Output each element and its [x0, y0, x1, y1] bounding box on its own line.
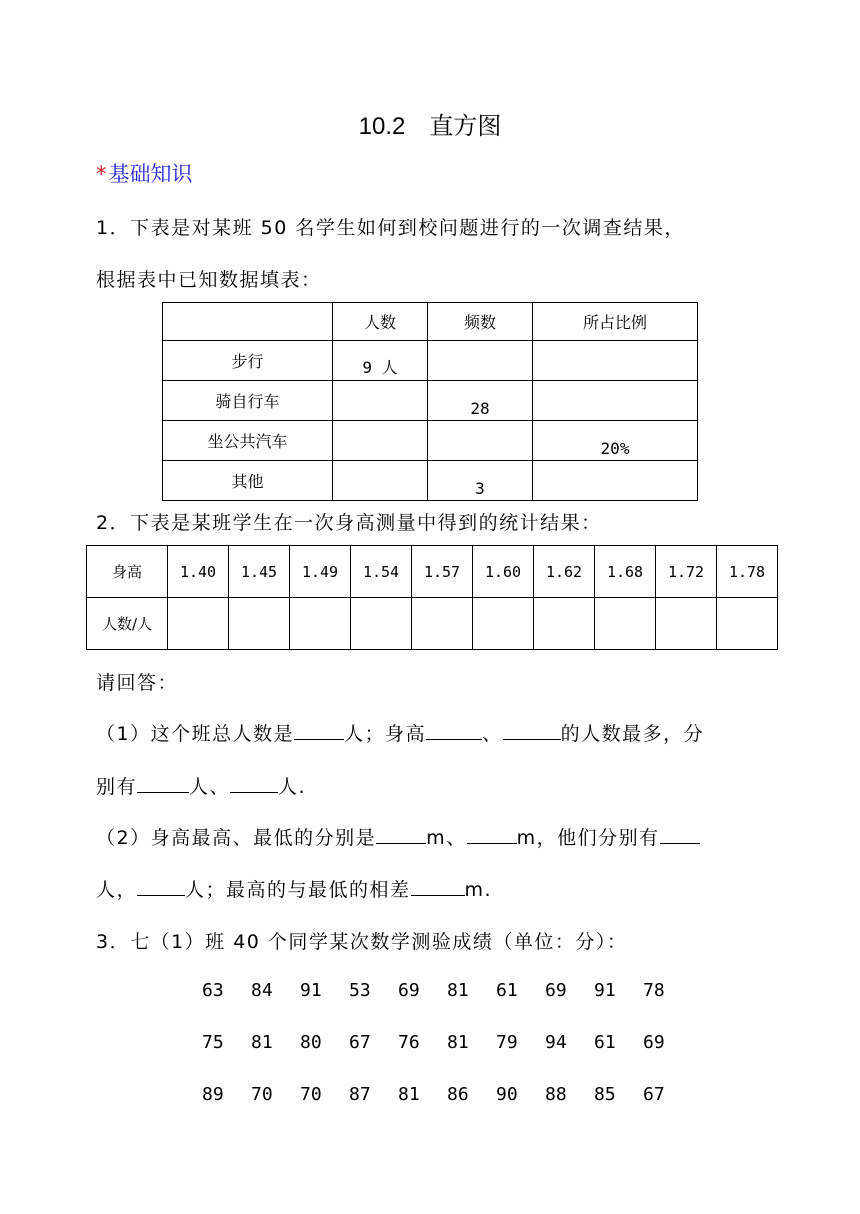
height-table	[86, 545, 778, 650]
count-cell	[229, 598, 290, 650]
score: 87	[349, 1084, 371, 1105]
star-icon: *	[96, 162, 107, 186]
score: 61	[496, 980, 518, 1001]
text: 人；最高的与最低的相差	[185, 879, 411, 901]
count-cell	[717, 598, 778, 650]
table-row	[163, 381, 698, 421]
text: m，他们分别有	[516, 827, 660, 849]
answer-blank[interactable]	[137, 877, 185, 896]
answer-blank[interactable]	[660, 825, 700, 844]
score: 69	[643, 1032, 665, 1053]
count-cell	[168, 598, 229, 650]
count-cell	[333, 461, 428, 501]
count-cell: 9 人	[333, 341, 428, 381]
height-row	[87, 546, 778, 598]
score: 75	[202, 1032, 224, 1053]
score: 81	[447, 980, 469, 1001]
text: （1）这个班总人数是	[96, 723, 295, 745]
row-label: 骑自行车	[163, 381, 333, 421]
q1-line2: 根据表中已知数据填表：	[96, 269, 322, 291]
height-cell: 1.78	[717, 546, 778, 598]
freq-cell	[428, 421, 533, 461]
row-label: 人数/人	[87, 598, 168, 650]
row-label: 步行	[163, 341, 333, 381]
text: 人、	[189, 776, 231, 798]
score: 88	[545, 1084, 567, 1105]
score: 91	[300, 980, 322, 1001]
ratio-cell	[533, 461, 698, 501]
section-heading	[96, 158, 193, 188]
score: 69	[545, 980, 567, 1001]
freq-cell: 28	[428, 381, 533, 421]
page-title	[0, 106, 860, 141]
title-number: 10.2	[358, 113, 406, 140]
answer-blank[interactable]	[230, 774, 278, 793]
score: 91	[594, 980, 616, 1001]
height-cell: 1.54	[351, 546, 412, 598]
count-cell	[351, 598, 412, 650]
score: 90	[496, 1084, 518, 1105]
title-text: 直方图	[429, 113, 502, 140]
text: 别有	[96, 776, 138, 798]
table-header-cell: 频数	[428, 303, 533, 341]
score: 94	[545, 1032, 567, 1053]
table-header-cell: 所占比例	[533, 303, 698, 341]
score: 84	[251, 980, 273, 1001]
text: 人，	[96, 879, 138, 901]
table-header-row	[163, 303, 698, 341]
table-row	[163, 341, 698, 381]
ratio-cell	[533, 381, 698, 421]
height-cell: 1.45	[229, 546, 290, 598]
q2-ask: 请回答：	[96, 672, 179, 694]
score: 78	[643, 980, 665, 1001]
score-row	[202, 1032, 692, 1053]
score: 53	[349, 980, 371, 1001]
count-cell	[290, 598, 351, 650]
text: 、	[482, 723, 503, 745]
score-row	[202, 1084, 692, 1105]
score: 89	[202, 1084, 224, 1105]
ratio-cell	[533, 341, 698, 381]
score: 67	[349, 1032, 371, 1053]
score: 85	[594, 1084, 616, 1105]
text: 人；身高	[344, 723, 427, 745]
score: 76	[398, 1032, 420, 1053]
answer-blank[interactable]	[376, 825, 426, 844]
section-label: 基础知识	[108, 162, 193, 186]
count-cell	[333, 381, 428, 421]
q2-intro: 2．下表是某班学生在一次身高测量中得到的统计结果：	[96, 512, 602, 534]
answer-blank[interactable]	[137, 774, 189, 793]
score: 63	[202, 980, 224, 1001]
score: 81	[251, 1032, 273, 1053]
score: 80	[300, 1032, 322, 1053]
height-cell: 1.72	[656, 546, 717, 598]
height-cell: 1.60	[473, 546, 534, 598]
text: 的人数最多，分	[560, 723, 705, 745]
answer-blank[interactable]	[467, 825, 517, 844]
q2-part2-line2	[96, 875, 492, 902]
q2-part2-line1	[96, 823, 700, 850]
height-cell: 1.57	[412, 546, 473, 598]
score: 79	[496, 1032, 518, 1053]
row-label: 坐公共汽车	[163, 421, 333, 461]
answer-blank[interactable]	[503, 721, 561, 740]
count-cell	[595, 598, 656, 650]
score: 70	[300, 1084, 322, 1105]
table-header-cell	[163, 303, 333, 341]
height-cell: 1.68	[595, 546, 656, 598]
count-cell	[656, 598, 717, 650]
score: 81	[398, 1084, 420, 1105]
count-cell	[534, 598, 595, 650]
text: m、	[426, 827, 467, 849]
q2-part1-line1	[96, 719, 704, 746]
answer-blank[interactable]	[426, 721, 482, 740]
text: 人.	[278, 776, 307, 798]
count-cell	[333, 421, 428, 461]
score: 69	[398, 980, 420, 1001]
freq-cell	[428, 341, 533, 381]
answer-blank[interactable]	[294, 721, 344, 740]
q2-part1-line2	[96, 772, 306, 799]
score: 61	[594, 1032, 616, 1053]
text: （2）身高最高、最低的分别是	[96, 827, 377, 849]
height-cell: 1.62	[534, 546, 595, 598]
score: 86	[447, 1084, 469, 1105]
score: 81	[447, 1032, 469, 1053]
table-header-cell: 人数	[333, 303, 428, 341]
row-label: 其他	[163, 461, 333, 501]
freq-cell: 3	[428, 461, 533, 501]
table-row	[163, 421, 698, 461]
answer-blank[interactable]	[411, 877, 465, 896]
height-cell: 1.40	[168, 546, 229, 598]
count-row	[87, 598, 778, 650]
table-row	[163, 461, 698, 501]
score: 70	[251, 1084, 273, 1105]
score-row	[202, 980, 692, 1001]
q1-line1: 1．下表是对某班 50 名学生如何到校问题进行的一次调查结果，	[96, 217, 685, 239]
row-label: 身高	[87, 546, 168, 598]
count-cell	[473, 598, 534, 650]
q3-intro: 3．七（1）班 40 个同学某次数学测验成绩（单位：分）：	[96, 931, 628, 953]
count-cell	[412, 598, 473, 650]
transport-table	[162, 302, 698, 501]
score: 67	[643, 1084, 665, 1105]
ratio-cell: 20%	[533, 421, 698, 461]
text: m.	[464, 879, 493, 901]
height-cell: 1.49	[290, 546, 351, 598]
